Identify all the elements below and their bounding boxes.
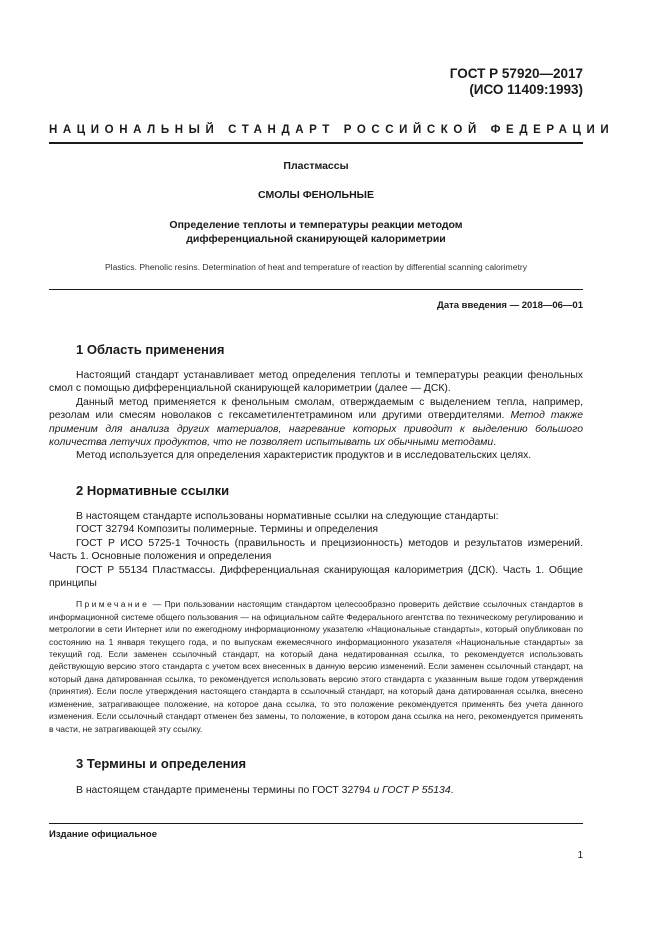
- section-normative-references: [49, 483, 583, 735]
- introduction-date: Дата введения — 2018—06—01: [437, 300, 583, 311]
- page-number: 1: [577, 850, 583, 861]
- standard-code: [450, 66, 583, 98]
- text-run: Данный метод применяется к фенольным смолам, отверждаемым с выделением тепла, например, резолам или смесям новолаков с гексаметилентетрамином или другими отвердителями.: [49, 396, 583, 422]
- paragraph: В настоящем стандарте использованы нормативные ссылки на следующие стандарты:: [76, 511, 499, 522]
- subtitle-line1: Определение теплоты и температуры реакции методом: [169, 219, 463, 231]
- paragraph: Метод используется для определения характеристик продуктов и в исследовательских целях.: [76, 450, 532, 462]
- note-block: [49, 598, 583, 734]
- title-category: Пластмассы: [283, 160, 349, 172]
- text-run: .: [493, 437, 497, 449]
- reference-item: ГОСТ 32794 Композиты полимерные. Термины и определения: [76, 524, 379, 536]
- title-english: Plastics. Phenolic resins. Determination of heat and temperature of reaction by differential scanning calorimetry: [104, 262, 528, 272]
- italic-text: и ГОСТ Р 55134: [373, 785, 451, 796]
- text-run: В настоящем стандарте применены термины по ГОСТ 32794: [76, 785, 374, 796]
- section-terms: [49, 756, 583, 797]
- note-text: — При пользовании настоящим стандартом целесообразно проверить действие ссылочных стандартов в информационной системе общего пользования — на официальном сайте Федерального агентства по техническому регулированию и метрологии в сети Интернет или по ежегодному информационному указателю «Национальные стандарты», который опубликован по состоянию на 1 января текущего года, и по выпускам ежемесячного информационного указателя «Национальные стандарты» за текущий год. Если заменен ссылочный стандарт, на который дана недатированная ссылка, то рекомендуется использовать действующую версию этого стандарта с учетом всех внесенных в данную версию изменений. Если заменен ссылочный стандарт, на который дана датированная ссылка, то рекомендуется использовать версию этого стандарта с указанным выше годом утверждения (принятия). Если после утверждения настоящего стандарта в ссылочный стандарт, на который дана датированная ссылка, внесено изменение, затрагивающее положение, на которое дана ссылка, то это положение рекомендуется применять без учета данного изменения. Если ссылочный стандарт отменен без замены, то положение, в котором дана ссылка на него, рекомендуется применять в части, не затрагивающей эту ссылку.: [49, 599, 583, 734]
- note-label: Примечание: [76, 599, 150, 610]
- section-scope: [49, 342, 583, 463]
- title-divider: [49, 289, 583, 290]
- italic-text: Метод также применим для анализа других материалов, нагревание которых приводит к выделению большого количества летучих продуктов, что не позволяет испытывать их обычными методами: [49, 410, 584, 449]
- standard-code-line2: (ИСО 11409:1993): [469, 82, 583, 97]
- title-subtitle: [49, 218, 583, 246]
- official-edition-label: Издание официальное: [49, 829, 157, 840]
- section-heading: 1 Область применения: [76, 342, 225, 357]
- banner-divider: [49, 142, 583, 144]
- paragraph: Настоящий стандарт устанавливает метод определения теплоты и температуры реакции фенольных смол с помощью дифференциальной сканирующей калориметрии (далее — ДСК).: [49, 370, 583, 395]
- national-standard-banner: НАЦИОНАЛЬНЫЙ СТАНДАРТ РОССИЙСКОЙ ФЕДЕРАЦИИ: [49, 124, 615, 136]
- text-run: .: [450, 785, 454, 796]
- section-heading: 2 Нормативные ссылки: [76, 483, 230, 498]
- subtitle-line2: дифференциальной сканирующей калориметрии: [186, 233, 446, 245]
- reference-item: ГОСТ Р 55134 Пластмассы. Дифференциальная сканирующая калориметрия (ДСК). Часть 1. Общие принципы: [49, 564, 583, 590]
- footer-divider: [49, 823, 583, 824]
- note-paragraph: [49, 598, 583, 734]
- section-heading: 3 Термины и определения: [76, 756, 247, 771]
- standard-code-line1: ГОСТ Р 57920—2017: [449, 66, 583, 81]
- paragraph: [49, 396, 583, 450]
- title-name: СМОЛЫ ФЕНОЛЬНЫЕ: [258, 189, 374, 201]
- reference-item: ГОСТ Р ИСО 5725-1 Точность (правильность и прецизионность) методов и результатов измерений. Часть 1. Основные положения и определения: [49, 537, 583, 563]
- paragraph: [49, 784, 583, 797]
